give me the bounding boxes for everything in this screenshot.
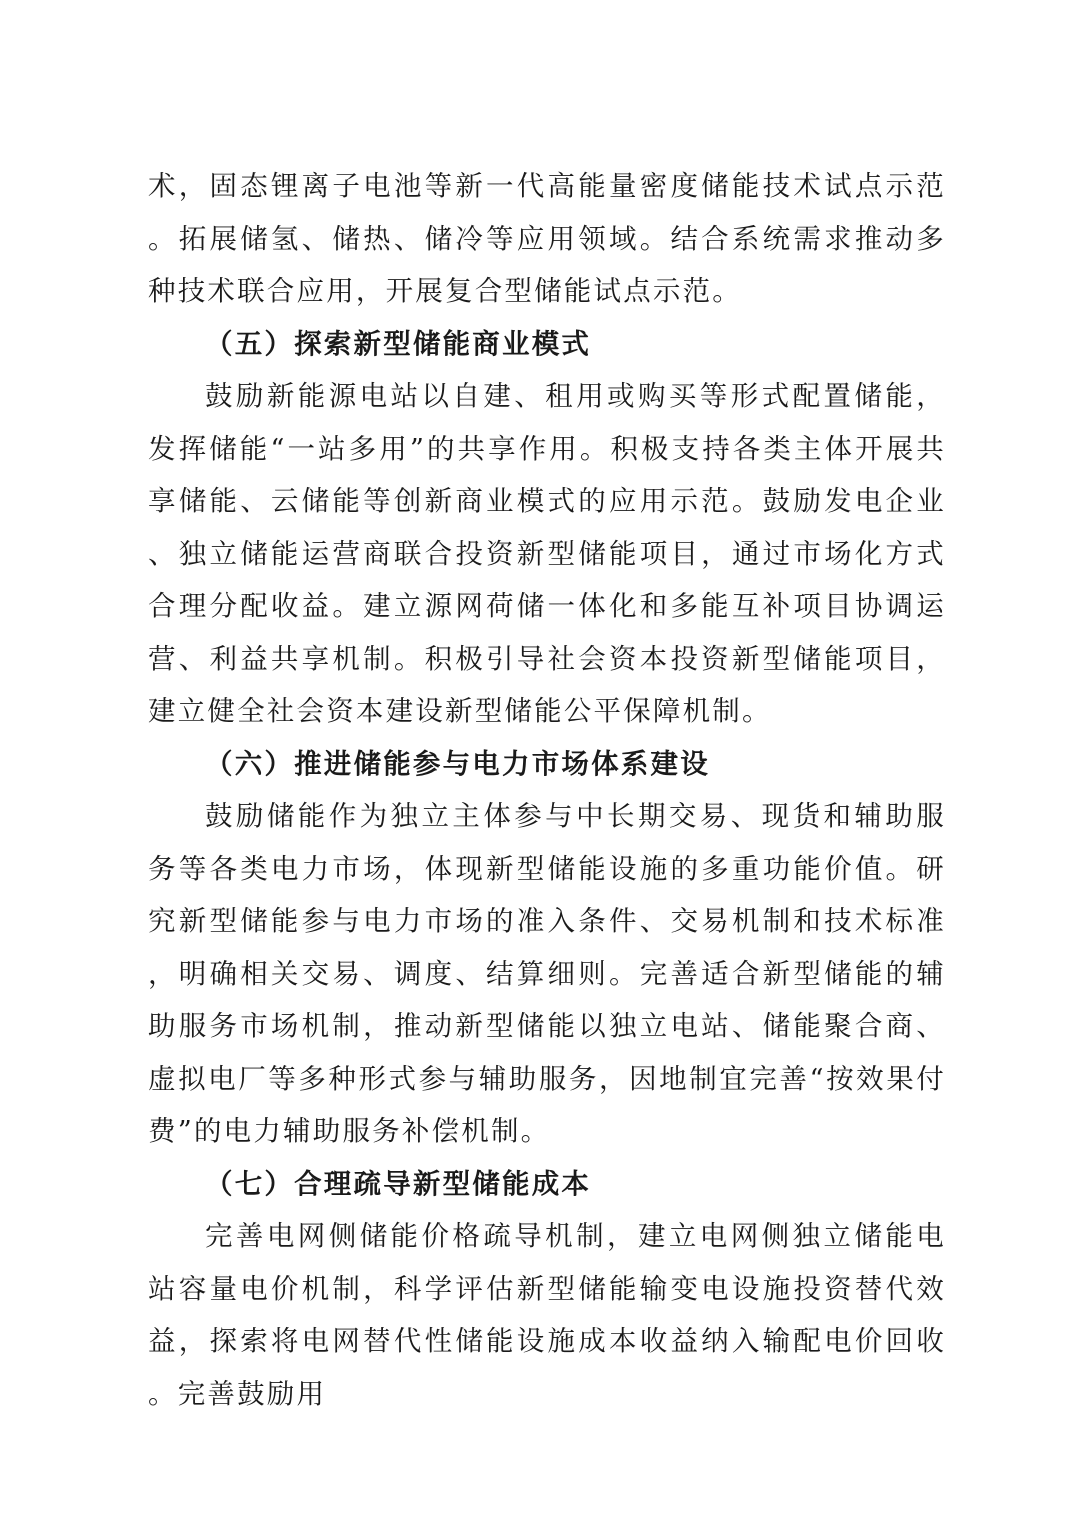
section-heading-7: （七）合理疏导新型储能成本	[205, 1167, 592, 1200]
section-heading-5: （五）探索新型储能商业模式	[205, 327, 592, 360]
document-body	[148, 160, 946, 1420]
paragraph-continuation: 术，固态锂离子电池等新一代高能量密度储能技术试点示范。拓展储氢、储热、储冷等应用领域。结合系统需求推动多种技术联合应用，开展复合型储能试点示范。	[148, 170, 946, 307]
section-heading-6: （六）推进储能参与电力市场体系建设	[205, 747, 710, 780]
section-body-5: 鼓励新能源电站以自建、租用或购买等形式配置储能，发挥储能“一站多用”的共享作用。积极支持各类主体开展共享储能、云储能等创新商业模式的应用示范。鼓励发电企业、独立储能运营商联合投资新型储能项目，通过市场化方式合理分配收益。建立源网荷储一体化和多能互补项目协调运营、利益共享机制。积极引导社会资本投资新型储能项目，建立健全社会资本建设新型储能公平保障机制。	[148, 380, 946, 727]
section-body-7: 完善电网侧储能价格疏导机制，建立电网侧独立储能电站容量电价机制，科学评估新型储能输变电设施投资替代效益，探索将电网替代性储能设施成本收益纳入输配电价回收。完善鼓励用	[148, 1220, 946, 1410]
section-body-6: 鼓励储能作为独立主体参与中长期交易、现货和辅助服务等各类电力市场，体现新型储能设施的多重功能价值。研究新型储能参与电力市场的准入条件、交易机制和技术标准，明确相关交易、调度、结算细则。完善适合新型储能的辅助服务市场机制，推动新型储能以独立电站、储能聚合商、虚拟电厂等多种形式参与辅助服务，因地制宜完善“按效果付费”的电力辅助服务补偿机制。	[148, 800, 946, 1147]
